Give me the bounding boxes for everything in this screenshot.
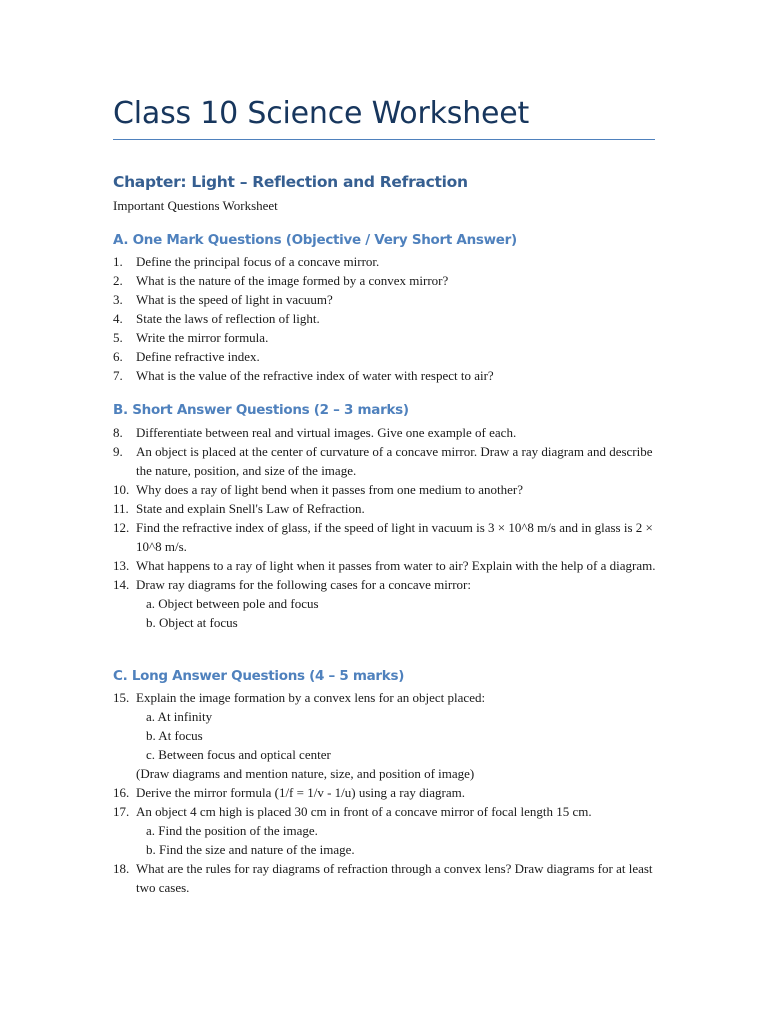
section-b-heading: B. Short Answer Questions (2 – 3 marks) bbox=[113, 402, 409, 418]
section-b-questions bbox=[113, 423, 658, 632]
chapter-heading: Chapter: Light – Reflection and Refraction bbox=[113, 173, 468, 191]
question-text: Write the mirror formula. bbox=[136, 330, 269, 345]
question-number: 14. bbox=[113, 577, 130, 592]
question-item bbox=[113, 575, 658, 632]
question-item bbox=[113, 290, 658, 309]
question-text: Explain the image formation by a convex lens for an object placed: bbox=[136, 690, 486, 705]
question-number: 10. bbox=[113, 482, 130, 497]
question-number: 2. bbox=[113, 273, 123, 288]
question-item bbox=[113, 271, 658, 290]
question-text: What are the rules for ray diagrams of refraction through a convex lens? Draw diagrams for at least two cases. bbox=[136, 861, 653, 895]
question-number: 8. bbox=[113, 425, 123, 440]
question-item bbox=[113, 347, 658, 366]
question-item bbox=[113, 328, 658, 347]
section-a-heading: A. One Mark Questions (Objective / Very Short Answer) bbox=[113, 232, 517, 248]
question-number: 18. bbox=[113, 861, 130, 876]
question-item bbox=[113, 518, 658, 556]
question-item bbox=[113, 859, 658, 897]
section-a-questions bbox=[113, 252, 658, 385]
sub-question-item: c. Between focus and optical center bbox=[146, 747, 331, 762]
question-number: 13. bbox=[113, 558, 130, 573]
question-number: 5. bbox=[113, 330, 123, 345]
question-item bbox=[113, 499, 658, 518]
question-number: 16. bbox=[113, 785, 130, 800]
section-c-heading: C. Long Answer Questions (4 – 5 marks) bbox=[113, 668, 405, 684]
question-text: Find the refractive index of glass, if the speed of light in vacuum is 3 × 10^8 m/s and in glass is 2 × 10^8 m/s. bbox=[136, 520, 653, 554]
question-item bbox=[113, 309, 658, 328]
question-item bbox=[113, 480, 658, 499]
question-item bbox=[113, 442, 658, 480]
question-number: 1. bbox=[113, 254, 123, 269]
question-item bbox=[113, 802, 658, 859]
sub-question-item: a. Object between pole and focus bbox=[146, 596, 319, 611]
document-title: Class 10 Science Worksheet bbox=[113, 96, 530, 131]
question-number: 17. bbox=[113, 804, 130, 819]
question-note: (Draw diagrams and mention nature, size, and position of image) bbox=[136, 766, 475, 781]
question-text: Define the principal focus of a concave mirror. bbox=[136, 254, 380, 269]
sub-question-list bbox=[136, 707, 658, 764]
sub-question-item: b. At focus bbox=[146, 728, 203, 743]
question-item bbox=[113, 423, 658, 442]
question-text: An object is placed at the center of curvature of a concave mirror. Draw a ray diagram and describe the nature, position, and size of the image. bbox=[136, 444, 653, 478]
question-text: State and explain Snell's Law of Refraction. bbox=[136, 501, 365, 516]
question-item bbox=[113, 556, 658, 575]
sub-question-item: a. At infinity bbox=[146, 709, 213, 724]
question-item bbox=[113, 366, 658, 385]
question-number: 7. bbox=[113, 368, 123, 383]
question-text: Derive the mirror formula (1/f = 1/v - 1/u) using a ray diagram. bbox=[136, 785, 465, 800]
question-text: Why does a ray of light bend when it passes from one medium to another? bbox=[136, 482, 524, 497]
question-text: State the laws of reflection of light. bbox=[136, 311, 320, 326]
worksheet-subtitle: Important Questions Worksheet bbox=[113, 198, 278, 213]
question-text: What is the nature of the image formed by a convex mirror? bbox=[136, 273, 449, 288]
question-text: An object 4 cm high is placed 30 cm in front of a concave mirror of focal length 15 cm. bbox=[136, 804, 592, 819]
question-item bbox=[113, 688, 658, 783]
question-number: 11. bbox=[113, 501, 129, 516]
question-text: What happens to a ray of light when it passes from water to air? Explain with the help of a diagram. bbox=[136, 558, 656, 573]
question-text: Define refractive index. bbox=[136, 349, 260, 364]
sub-question-list bbox=[136, 594, 658, 632]
question-number: 15. bbox=[113, 690, 130, 705]
sub-question-item: b. Object at focus bbox=[146, 615, 238, 630]
question-number: 3. bbox=[113, 292, 123, 307]
question-number: 9. bbox=[113, 444, 123, 459]
question-text: Draw ray diagrams for the following cases for a concave mirror: bbox=[136, 577, 471, 592]
sub-question-item: b. Find the size and nature of the image. bbox=[146, 842, 355, 857]
question-item bbox=[113, 783, 658, 802]
title-underline bbox=[113, 139, 655, 140]
section-c-questions bbox=[113, 688, 658, 897]
sub-question-item: a. Find the position of the image. bbox=[146, 823, 318, 838]
sub-question-list bbox=[136, 821, 658, 859]
question-number: 4. bbox=[113, 311, 123, 326]
question-text: What is the speed of light in vacuum? bbox=[136, 292, 333, 307]
question-number: 6. bbox=[113, 349, 123, 364]
question-number: 12. bbox=[113, 520, 130, 535]
question-text: Differentiate between real and virtual images. Give one example of each. bbox=[136, 425, 517, 440]
question-text: What is the value of the refractive index of water with respect to air? bbox=[136, 368, 494, 383]
question-item bbox=[113, 252, 658, 271]
